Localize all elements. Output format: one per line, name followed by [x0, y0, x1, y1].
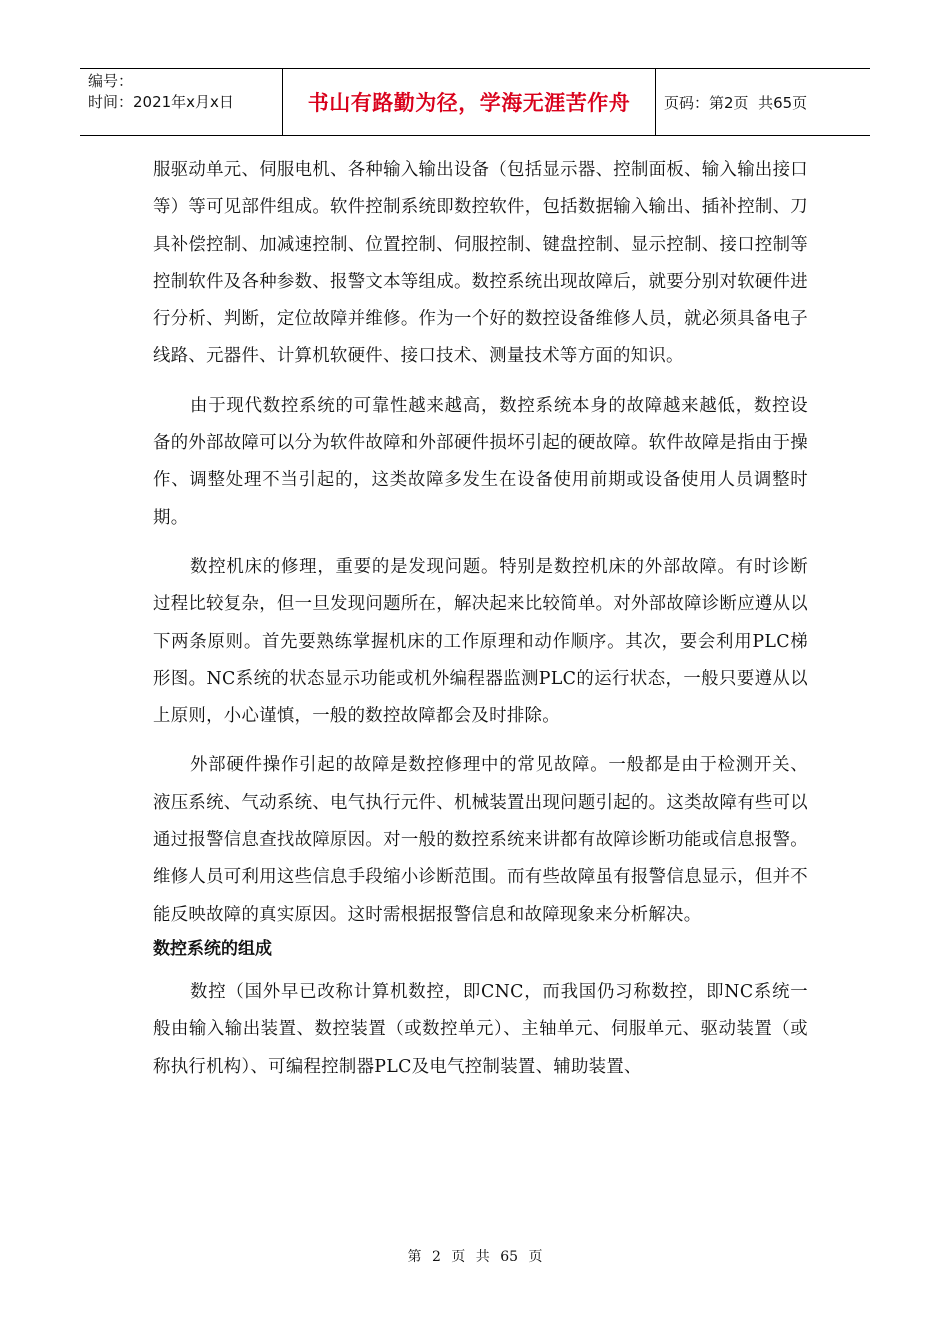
document-date-label: 时间：2021年x月x日	[88, 93, 234, 111]
header-page-info: 页码：第2页 共65页	[664, 93, 808, 112]
page-header	[80, 68, 870, 136]
header-motto: 书山有路勤为径，学海无涯苦作舟	[283, 69, 656, 135]
header-page-cell	[656, 69, 870, 135]
body-paragraph-3: 数控机床的修理，重要的是发现问题。特别是数控机床的外部故障。有时诊断过程比较复杂，但一旦发现问题所在，解决起来比较简单。对外部故障诊断应遵从以下两条原则。首先要熟练掌握机床的工作原理和动作顺序。其次，要会利用PLC梯形图。NC系统的状态显示功能或机外编程器监测PLC的运行状态，一般只要遵从以上原则，小心谨慎，一般的数控故障都会及时排除。	[153, 556, 808, 727]
body-paragraph-4: 外部硬件操作引起的故障是数控修理中的常见故障。一般都是由于检测开关、液压系统、气动系统、电气执行元件、机械装置出现问题引起的。这类故障有些可以通过报警信息查找故障原因。对一般的数控系统来讲都有故障诊断功能或信息报警。维修人员可利用这些信息手段缩小诊断范围。而有些故障虽有报警信息显示，但并不能反映故障的真实原因。这时需根据报警信息和故障现象来分析解决。	[153, 755, 808, 925]
document-body	[153, 152, 808, 1086]
body-paragraph-2: 由于现代数控系统的可靠性越来越高，数控系统本身的故障越来越低，数控设备的外部故障可以分为软件故障和外部硬件损坏引起的硬故障。软件故障是指由于操作、调整处理不当引起的，这类故障多发生在设备使用前期或设备使用人员调整时期。	[153, 395, 808, 528]
body-paragraph-1: 服驱动单元、伺服电机、各种输入输出设备（包括显示器、控制面板、输入输出接口等）等可见部件组成。软件控制系统即数控软件，包括数据输入输出、插补控制、刀具补偿控制、加减速控制、位置控制、伺服控制、键盘控制、显示控制、接口控制等控制软件及各种参数、报警文本等组成。数控系统出现故障后，就要分别对软硬件进行分析、判断，定位故障并维修。作为一个好的数控设备维修人员，就必须具备电子线路、元器件、计算机软硬件、接口技术、测量技术等方面的知识。	[153, 160, 808, 367]
header-info-cell	[80, 69, 283, 135]
section-heading: 数控系统的组成	[153, 938, 272, 959]
page-footer: 第 2 页 共 65 页	[407, 1249, 543, 1265]
body-paragraph-5: 数控（国外早已改称计算机数控，即CNC，而我国仍习称数控，即NC系统一般由输入输出装置、数控装置（或数控单元）、主轴单元、伺服单元、驱动装置（或称执行机构）、可编程控制器PLC及电气控制装置、辅助装置、	[153, 981, 808, 1077]
document-number-label: 编号：	[88, 72, 134, 90]
